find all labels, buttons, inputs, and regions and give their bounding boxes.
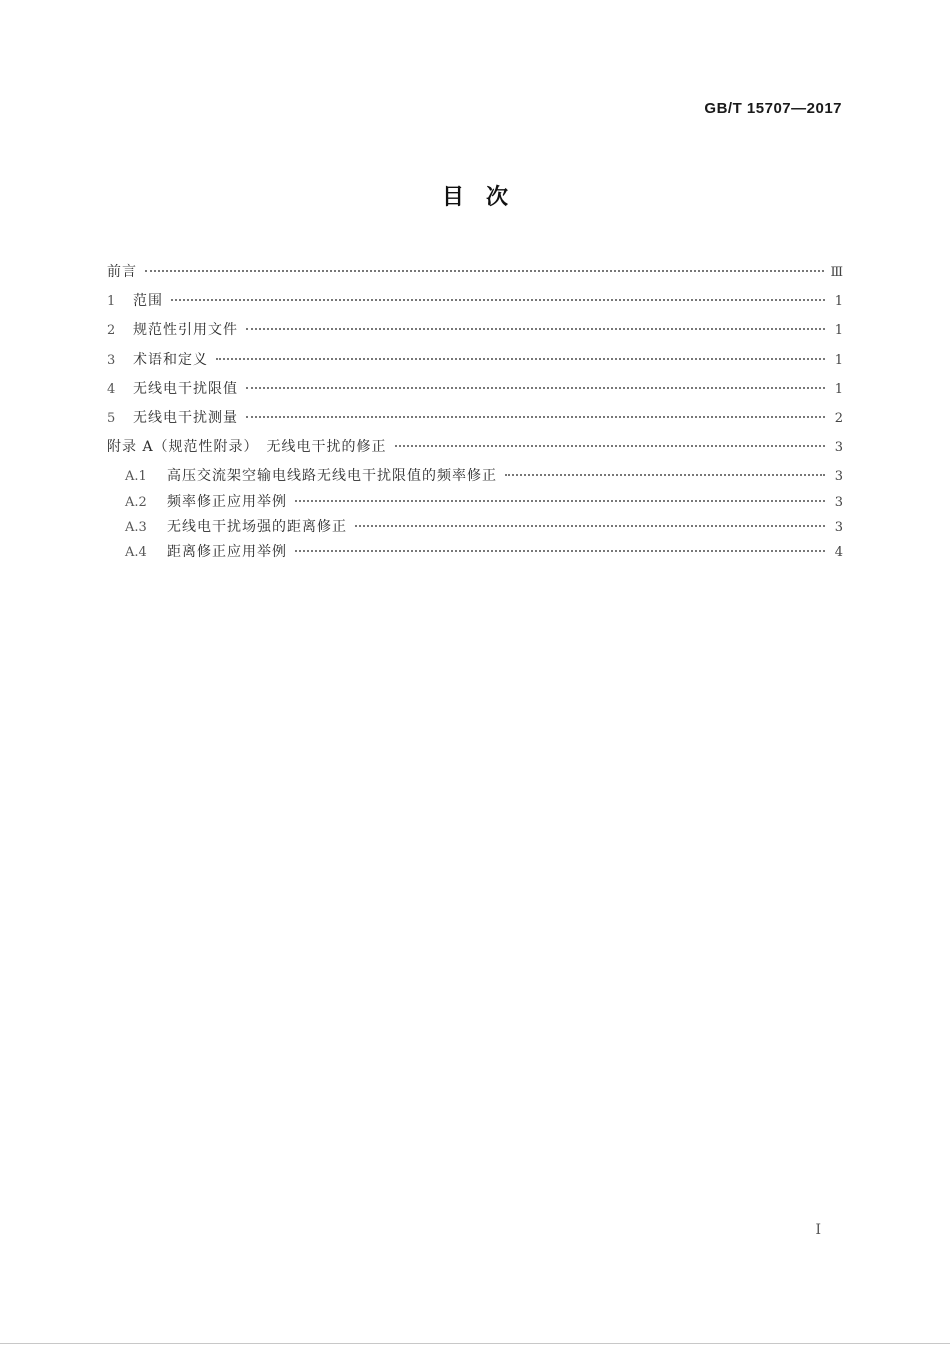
toc-dot-leader (295, 500, 825, 502)
toc-dot-leader (355, 525, 825, 527)
toc-dot-leader (145, 270, 824, 272)
toc-dot-leader (395, 445, 825, 447)
toc-entry-label: 附录 A（规范性附录） 无线电干扰的修正 (107, 439, 387, 456)
toc-dot-leader (246, 387, 825, 389)
toc-entry-label: 无线电干扰限值 (133, 380, 238, 397)
toc-entry-page: 4 (834, 545, 843, 561)
toc-entry-label: 无线电干扰场强的距离修正 (167, 518, 347, 535)
toc-entry-a3[interactable] (107, 517, 843, 542)
toc-entry-measurement[interactable] (107, 408, 843, 437)
toc-entry-label: 术语和定义 (133, 351, 208, 368)
toc-entry-page: 1 (834, 294, 843, 310)
toc-entry-a2[interactable] (107, 492, 843, 517)
toc-entry-page: 1 (834, 323, 843, 339)
page-number: I (815, 1222, 821, 1238)
toc-entry-label: 规范性引用文件 (133, 322, 238, 339)
toc-entry-page: 1 (834, 352, 843, 368)
toc-dot-leader (246, 416, 825, 418)
toc-entry-number: A.4 (125, 545, 147, 561)
toc-entry-label: 无线电干扰测量 (133, 409, 238, 426)
toc-entry-number: 3 (107, 352, 116, 368)
toc-dot-leader (171, 299, 825, 301)
toc-entry-number: 1 (107, 294, 116, 310)
toc-entry-page: Ⅲ (830, 265, 843, 280)
toc-entry-page: 3 (834, 440, 843, 456)
table-of-contents (107, 262, 843, 568)
toc-entry-label: 高压交流架空输电线路无线电干扰限值的频率修正 (167, 468, 497, 485)
toc-entry-number: A.3 (125, 519, 147, 535)
toc-entry-label: 频率修正应用举例 (167, 493, 287, 510)
toc-entry-number: A.1 (125, 469, 147, 485)
toc-entry-label: 范围 (133, 293, 163, 310)
toc-entry-page: 2 (834, 410, 843, 426)
toc-dot-leader (505, 474, 825, 476)
toc-entry-normative-references[interactable] (107, 320, 843, 349)
toc-entry-number: A.2 (125, 494, 147, 510)
toc-entry-number: 2 (107, 323, 116, 339)
toc-entry-terms[interactable] (107, 350, 843, 379)
toc-dot-leader (216, 358, 825, 360)
toc-entry-a4[interactable] (107, 542, 843, 567)
toc-entry-page: 3 (834, 519, 843, 535)
toc-dot-leader (246, 328, 825, 330)
toc-entry-a1[interactable] (107, 466, 843, 491)
toc-entry-annex-a[interactable] (107, 437, 843, 466)
toc-title: 目 次 (441, 185, 508, 210)
toc-entry-limits[interactable] (107, 379, 843, 408)
toc-entry-label: 距离修正应用举例 (167, 544, 287, 561)
toc-entry-page: 3 (834, 494, 843, 510)
toc-dot-leader (295, 550, 825, 552)
toc-entry-number: 4 (107, 381, 116, 397)
toc-entry-label: 前言 (107, 264, 137, 280)
toc-entry-foreword[interactable] (107, 262, 843, 291)
toc-entry-scope[interactable] (107, 291, 843, 320)
standard-code: GB/T 15707—2017 (704, 100, 842, 117)
toc-entry-number: 5 (107, 410, 116, 426)
page-bottom-edge (0, 1343, 950, 1344)
toc-entry-page: 1 (834, 381, 843, 397)
toc-entry-page: 3 (834, 469, 843, 485)
